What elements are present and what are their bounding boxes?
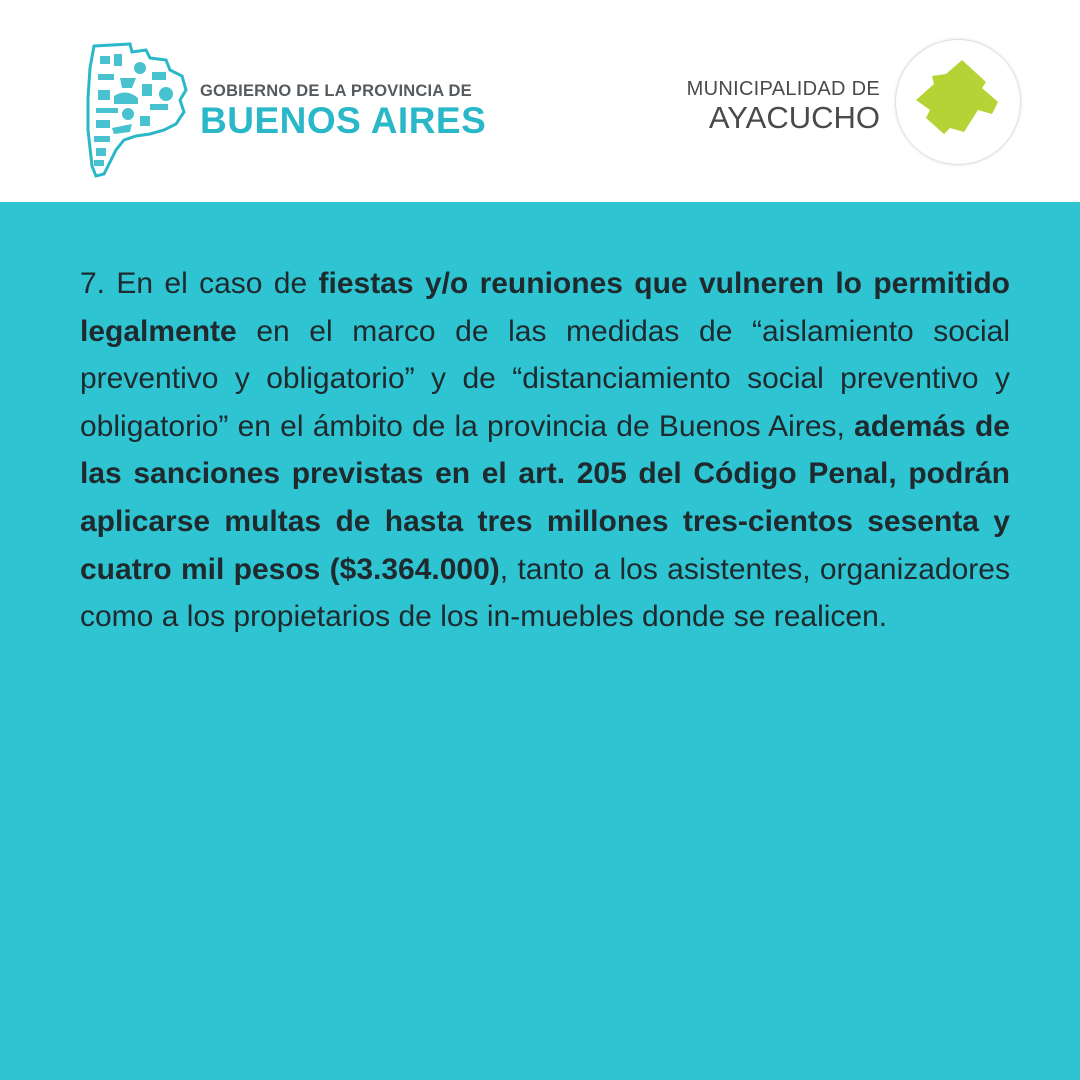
- paragraph-run: en el marco de las medidas de “aislamiento social preventivo y obligatorio” y de “distanciamiento social preventivo y obligatorio” en el ámbito de la provincia de Buenos Aires,: [80, 314, 1010, 443]
- municipality-wordmark: [687, 78, 880, 135]
- paragraph-run: , tanto a los asistentes, organizadores como a los propietarios de los in-muebles donde se realicen.: [80, 552, 1010, 634]
- province-line1: GOBIERNO DE LA PROVINCIA DE: [200, 82, 472, 100]
- header-bar: [0, 0, 1080, 202]
- municipality-line2: AYACUCHO: [708, 100, 880, 135]
- municipality-logo-badge: [896, 40, 1020, 164]
- paragraph-run-bold: fiestas y/o reuniones que vulneren lo permitido legalmente: [80, 267, 1010, 348]
- province-wordmark: [200, 82, 486, 141]
- municipality-line1: MUNICIPALIDAD DE: [686, 78, 880, 100]
- paragraph-run-bold: además de las sanciones previstas en el art. 205 del Código Penal, podrán aplicarse multas de hasta tres millones tres-cientos sesenta y cuatro mil pesos ($3.364.000): [80, 409, 1010, 586]
- ayacucho-map-logo: [896, 40, 1020, 164]
- paragraph-run: 7. En el caso de: [80, 267, 319, 300]
- buenos-aires-map-logo: [80, 38, 190, 180]
- article-paragraph: [80, 260, 1010, 641]
- province-line2: BUENOS AIRES: [200, 100, 487, 141]
